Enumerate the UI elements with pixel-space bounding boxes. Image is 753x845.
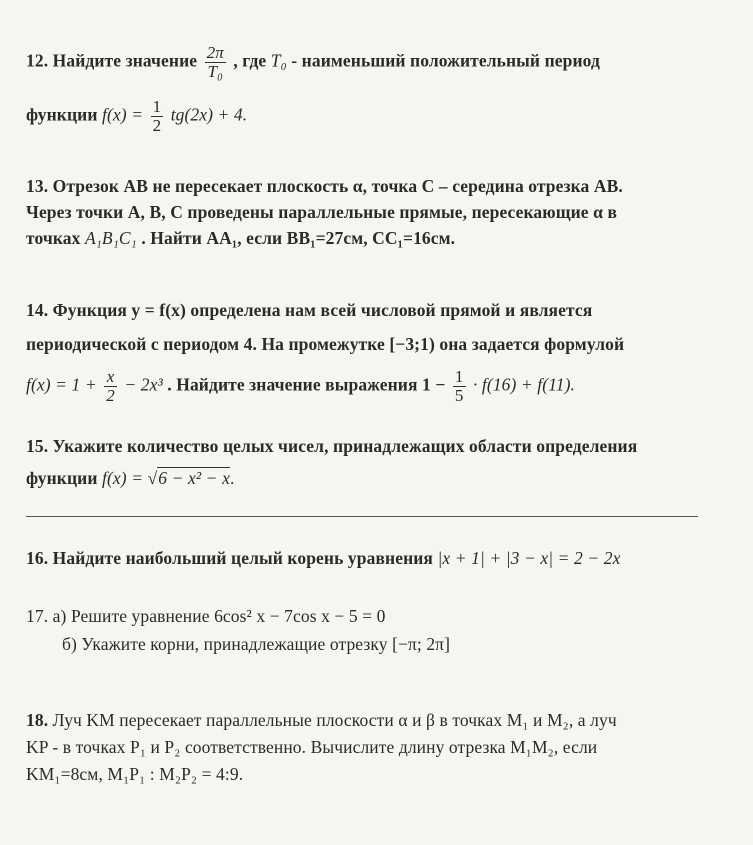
problem-text: точках [26,228,81,248]
math-expression: − 2x³ [124,374,163,395]
math-expression: f(x) = [102,104,144,125]
problem-13-line-1 [26,176,623,197]
fraction-denominator: 2 [152,115,162,135]
fraction [151,98,164,135]
fraction-denominator: 5 [454,385,464,405]
problem-15-line-1 [26,436,637,457]
math-expression: f(x) = √ [102,468,158,488]
problem-14-line-2 [26,334,624,355]
fraction [104,368,117,405]
period: . [229,468,235,488]
problem-text: , где [233,50,267,71]
problem-number: 12. [26,50,49,71]
problem-13-line-3 [26,228,455,249]
problem-13-line-2 [26,202,617,223]
fraction [453,368,466,405]
fraction-numerator: 1 [152,97,162,116]
problem-number: 13. [26,176,49,196]
problem-text: Найдите наибольший целый корень уравнения [52,548,434,568]
problem-16-line-1 [26,548,620,569]
problem-text: Укажите количество целых чисел, принадлежащих области определения [52,436,638,456]
problem-text: KM₁=8см, M₁P₁ : M₂P₂ = 4:9. [26,764,244,784]
math-expression: · f(16) + f(11). [472,374,576,395]
fraction-numerator: 1 [454,367,464,386]
problem-18-line-3 [26,764,243,785]
problem-text: Через точки A, B, C проведены параллельные прямые, пересекающие α в [26,202,618,222]
fraction-numerator: x [104,368,117,387]
problem-17-line-1 [26,606,386,627]
problem-number: 16. [26,548,49,568]
problem-text: KP - в точках P₁ и P₂ соответственно. Вычислите длину отрезка M₁M₂, если [26,737,598,757]
math-expression: f(x) = 1 + [26,374,97,395]
problem-text: Найдите значение [52,50,198,71]
problem-text: - наименьший положительный период [291,50,600,71]
problem-text: Отрезок AB не пересекает плоскость α, точка C – середина отрезка AB. [52,176,623,196]
fraction-numerator: 2π [206,43,224,62]
problem-15-line-2 [26,468,234,489]
problem-18-line-1 [26,710,617,731]
problem-12-line-1 [26,44,600,81]
problem-text: периодической с периодом 4. На промежутке [−3;1) она задается формулой [26,334,625,354]
problem-text: Луч KM пересекает параллельные плоскости α и β в точках M₁ и M₂, а луч [52,710,617,730]
problem-text: Функция y = f(x) определена нам всей числовой прямой и является [52,300,593,320]
sqrt-radicand: 6 − x² − x [158,468,230,488]
fraction-denominator: T₀ [207,61,224,81]
fraction [205,44,226,81]
problem-18-line-2 [26,737,597,758]
problem-text: функции [26,468,98,488]
problem-14-line-3 [26,368,575,405]
problem-number: 15. [26,436,49,456]
problem-text: а) Решите уравнение 6cos² x − 7cos x − 5 = 0 [52,606,386,626]
problem-17-line-2 [62,634,450,655]
math-expression: A₁B₁C₁ [84,228,137,248]
problem-number: 14. [26,300,49,320]
problem-14-line-1 [26,300,592,321]
problem-number: 17. [26,606,49,626]
problem-text: функции [26,104,98,125]
problem-12-line-2 [26,98,247,135]
math-symbol: T₀ [270,50,287,71]
divider-line [26,516,698,517]
fraction-denominator: 2 [106,385,115,405]
math-expression: tg(2x) + 4. [170,104,248,125]
problem-text: . Найдите значение выражения 1 − [167,374,446,395]
problem-text: . Найти AA₁, если BB₁=27см, CC₁=16см. [141,228,456,248]
problem-text: б) Укажите корни, принадлежащие отрезку [−π; 2π] [62,634,451,654]
problem-number: 18. [26,710,49,730]
math-equation: |x + 1| + |3 − x| = 2 − 2x [437,548,621,568]
